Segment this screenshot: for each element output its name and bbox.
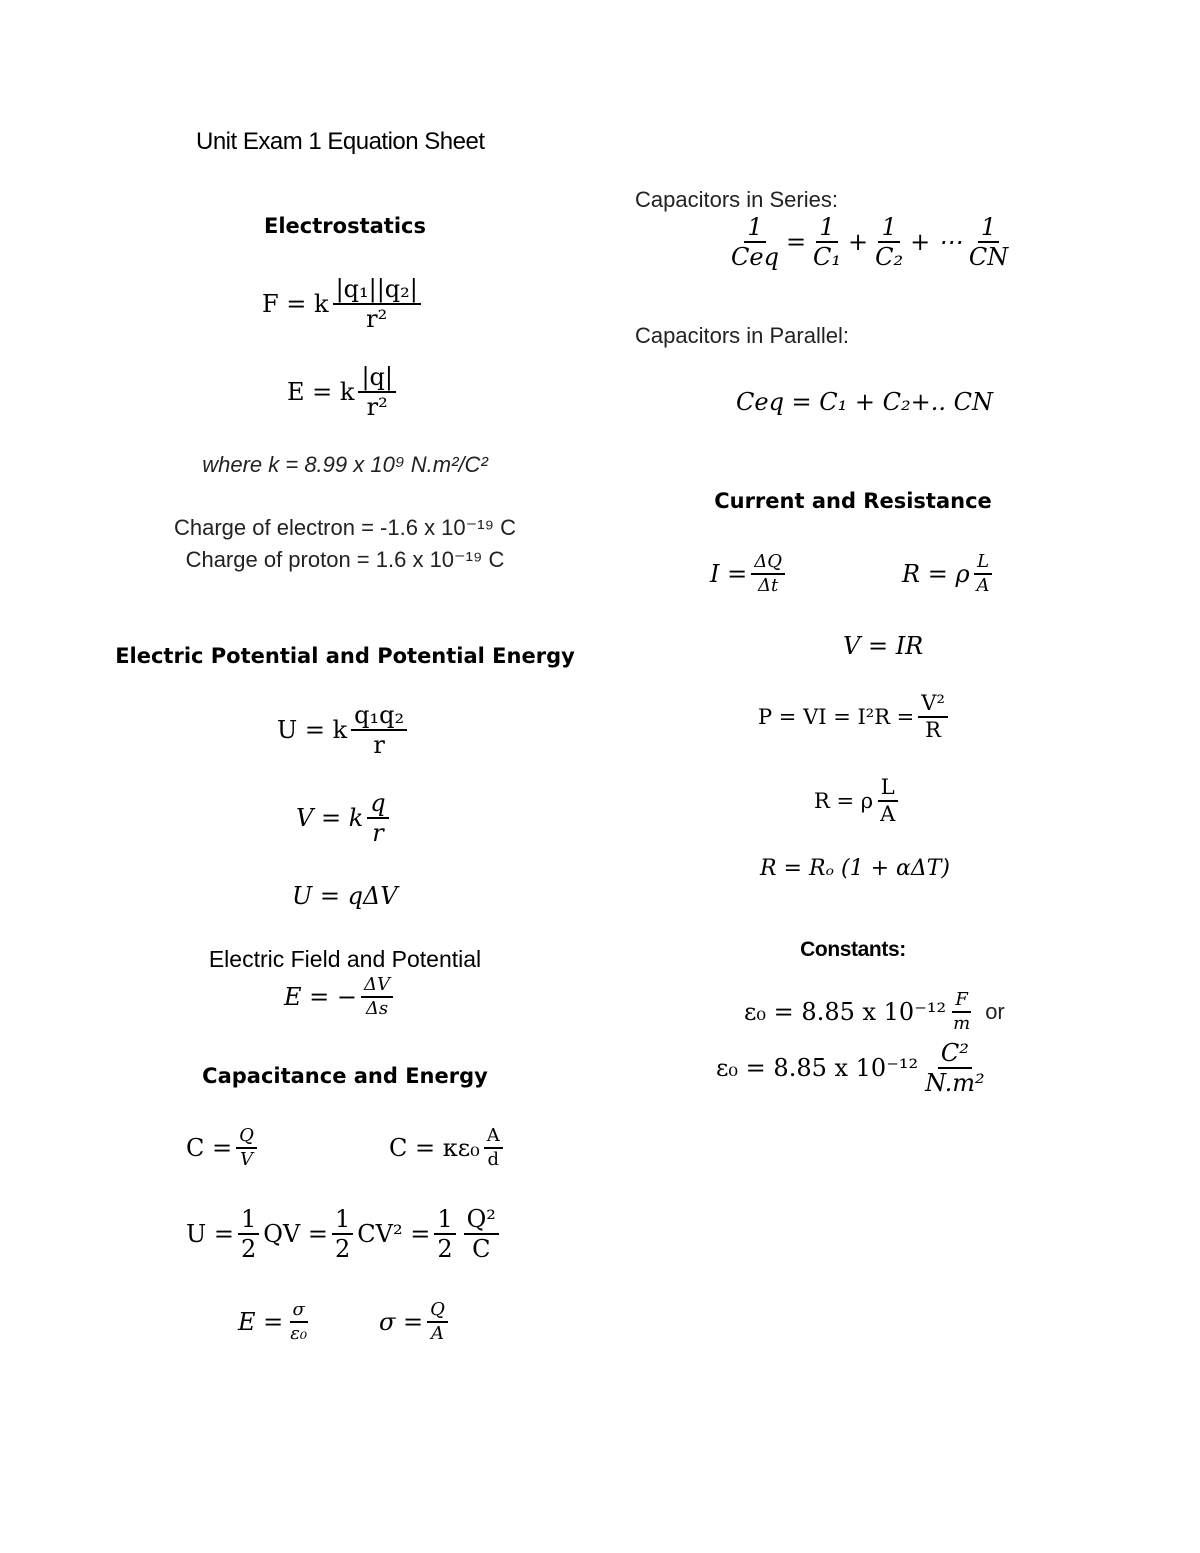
eq-denominator: Δt (757, 574, 779, 596)
ohms-law-equation: V = IR (843, 632, 924, 660)
eq-denominator: A (880, 802, 896, 827)
heading-current-resistance: Current and Resistance (714, 489, 992, 513)
eq-term-qv: QV = (263, 1220, 328, 1249)
field-gradient-equation (284, 975, 397, 1019)
temperature-resistance-equation: R = Rₒ (1 + αΔT) (760, 856, 951, 881)
eq-numerator: Q² (464, 1206, 499, 1235)
eq-numerator: Q (236, 1126, 257, 1149)
eq-numerator: 1 (744, 214, 765, 243)
eq-lhs: C = (186, 1133, 233, 1162)
eq-lhs: R = ρ (814, 789, 874, 814)
eq-numerator: q₁q₂ (351, 702, 407, 731)
eq-lhs: E = − (284, 982, 357, 1011)
eq-denominator: r² (366, 305, 388, 334)
eq-lhs: ε₀ = 8.85 x 10⁻¹² (744, 997, 947, 1026)
capacitor-energy-equation (186, 1206, 503, 1263)
eq-lhs: σ = (379, 1307, 424, 1336)
potential-equation (296, 790, 393, 847)
eq-lhs: R = ρ (902, 559, 970, 588)
eq-denominator: V (239, 1148, 253, 1170)
energy-potential-equation: U = qΔV (292, 882, 398, 910)
eq-denominator: 2 (335, 1235, 351, 1264)
eq-numerator: Q (427, 1300, 448, 1323)
capacitance-equation (186, 1126, 261, 1170)
eq-numerator: 1 (816, 214, 837, 243)
eq-lhs: ε₀ = 8.85 x 10⁻¹² (716, 1054, 919, 1083)
eq-lhs: F = k (262, 290, 329, 319)
eq-lhs: U = k (277, 716, 348, 745)
permittivity-equation-coulomb (716, 1040, 992, 1097)
eq-lhs: C = κε₀ (389, 1133, 480, 1162)
eq-denominator: C₂ (875, 243, 904, 272)
heading-electrostatics: Electrostatics (264, 214, 426, 238)
eq-numerator: 1 (332, 1206, 353, 1235)
power-equation (758, 692, 952, 742)
eq-ellipsis: + ⋯ (910, 228, 962, 257)
eq-numerator: 1 (434, 1206, 455, 1235)
eq-denominator: N.m² (925, 1069, 985, 1098)
permittivity-equation-farad (744, 990, 1005, 1034)
field-equation (287, 364, 400, 421)
resistance-equation (814, 776, 902, 826)
eq-denominator: 2 (437, 1235, 453, 1264)
eq-numerator: V² (918, 692, 948, 718)
eq-term-cv: CV² = (357, 1220, 431, 1249)
eq-lhs: U = (186, 1220, 234, 1249)
proton-charge: Charge of proton = 1.6 x 10⁻¹⁹ C (185, 547, 505, 572)
eq-denominator: A (431, 1322, 444, 1344)
eq-denominator: r (373, 731, 385, 760)
coulomb-equation (262, 276, 425, 333)
eq-denominator: 2 (240, 1235, 257, 1264)
eq-numerator: L (974, 552, 992, 575)
resistivity-equation (902, 552, 997, 596)
eq-denominator: Ceq (731, 243, 779, 272)
eq-denominator: CN (968, 243, 1009, 272)
eq-numerator: C² (938, 1040, 972, 1069)
eq-numerator: σ (290, 1300, 308, 1323)
electron-charge: Charge of electron = -1.6 x 10⁻¹⁹ C (173, 515, 517, 540)
eq-numerator: F (952, 990, 971, 1013)
eq-equals: = (785, 228, 807, 257)
page-title: Unit Exam 1 Equation Sheet (196, 128, 485, 155)
field-sigma-equation (238, 1300, 314, 1344)
eq-numerator: ΔV (361, 975, 393, 998)
eq-lhs: P = VI = I²R = (758, 705, 915, 730)
eq-denominator: ε₀ (290, 1322, 308, 1344)
heading-constants: Constants: (800, 938, 906, 961)
or-text: or (985, 998, 1005, 1024)
heading-field-and-potential: Electric Field and Potential (208, 946, 482, 972)
heading-electric-potential: Electric Potential and Potential Energy (115, 644, 575, 668)
eq-lhs: I = (710, 559, 748, 588)
eq-numerator: A (484, 1126, 503, 1149)
eq-denominator: m (953, 1012, 971, 1034)
series-capacitors-equation (724, 214, 1015, 271)
eq-denominator: r (372, 819, 384, 848)
series-label: Capacitors in Series: (635, 187, 838, 212)
eq-denominator: C (472, 1235, 491, 1264)
parallel-label: Capacitors in Parallel: (635, 323, 849, 348)
eq-plus: + (848, 228, 869, 257)
parallel-plate-equation (389, 1126, 507, 1170)
eq-denominator: d (487, 1148, 500, 1170)
parallel-capacitors-equation: Ceq = C₁ + C₂+.. CN (736, 388, 993, 416)
eq-numerator: 1 (238, 1206, 259, 1235)
eq-lhs: V = k (296, 804, 364, 833)
eq-numerator: L (878, 776, 898, 802)
eq-lhs: E = (238, 1307, 284, 1336)
surface-charge-equation (379, 1300, 452, 1344)
eq-numerator: |q₁||q₂| (333, 276, 421, 305)
eq-denominator: A (976, 574, 990, 596)
eq-denominator: R (925, 718, 941, 743)
eq-numerator: 1 (878, 214, 899, 243)
current-equation (710, 552, 789, 596)
potential-energy-equation (277, 702, 411, 759)
eq-lhs: E = k (287, 378, 355, 407)
heading-capacitance: Capacitance and Energy (202, 1064, 488, 1088)
eq-numerator: |q| (358, 364, 396, 393)
eq-denominator: Δs (365, 997, 389, 1019)
eq-numerator: 1 (978, 214, 999, 243)
eq-numerator: ΔQ (751, 552, 785, 575)
eq-denominator: r² (366, 393, 388, 422)
eq-numerator: q (367, 790, 388, 819)
eq-denominator: C₁ (813, 243, 842, 272)
k-constant-note: where k = 8.99 x 10⁹ N.m²/C² (202, 452, 488, 477)
